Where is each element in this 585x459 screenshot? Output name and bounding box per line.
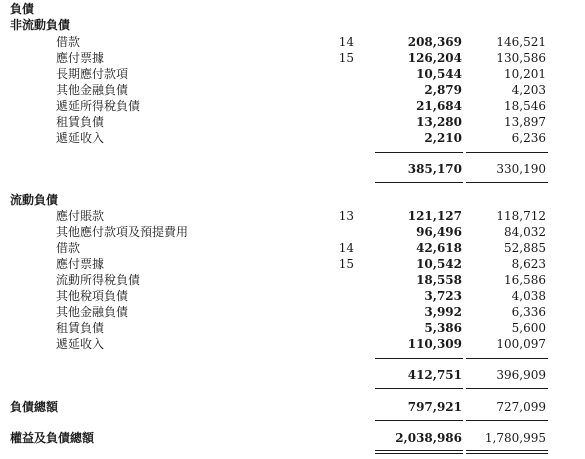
row-prior-value: 146,521 xyxy=(496,35,546,49)
row-prior-value: 16,586 xyxy=(504,273,546,287)
row-label: 遞延收入 xyxy=(56,131,105,145)
row-label: 其他金融負債 xyxy=(56,305,129,319)
row-label: 借款 xyxy=(56,35,81,49)
row-prior-value: 100,097 xyxy=(496,337,546,351)
row-label: 遞延收入 xyxy=(56,337,105,351)
subtotal-rule xyxy=(375,152,463,153)
row-label: 長期應付款項 xyxy=(56,67,129,81)
row-current-value: 126,204 xyxy=(407,51,462,65)
double-rule xyxy=(375,450,463,451)
row-label: 借款 xyxy=(56,241,81,255)
non-current-subtotal-prior: 330,190 xyxy=(496,162,546,176)
current-liabilities-heading: 流動負債 xyxy=(10,193,59,207)
row-prior-value: 4,203 xyxy=(511,83,546,97)
row-label: 租賃負債 xyxy=(56,321,105,335)
row-prior-value: 118,712 xyxy=(496,209,546,223)
row-prior-value: 6,336 xyxy=(511,305,546,319)
row-prior-value: 130,586 xyxy=(496,51,546,65)
row-prior-value: 8,623 xyxy=(511,257,546,271)
row-current-value: 3,992 xyxy=(424,305,462,319)
row-label: 應付票據 xyxy=(56,257,105,271)
row-current-value: 5,386 xyxy=(424,321,462,335)
row-current-value: 110,309 xyxy=(407,337,462,351)
total-equity-liabilities-current: 2,038,986 xyxy=(395,431,462,445)
row-note: 14 xyxy=(338,241,354,255)
total-liabilities-label: 負債總額 xyxy=(10,400,59,414)
row-prior-value: 13,897 xyxy=(504,115,546,129)
row-label: 其他金融負債 xyxy=(56,83,129,97)
row-current-value: 121,127 xyxy=(407,209,462,223)
row-current-value: 13,280 xyxy=(416,115,462,129)
row-label: 其他應付款項及預提費用 xyxy=(56,225,189,239)
row-current-value: 10,544 xyxy=(416,67,462,81)
current-subtotal-prior: 396,909 xyxy=(496,368,546,382)
row-note: 15 xyxy=(338,257,354,271)
row-current-value: 10,542 xyxy=(416,257,462,271)
row-label: 應付票據 xyxy=(56,51,105,65)
row-prior-value: 10,201 xyxy=(504,67,546,81)
total-equity-liabilities-prior: 1,780,995 xyxy=(484,431,546,445)
row-note: 13 xyxy=(338,209,354,223)
total-equity-liabilities-label: 權益及負債總額 xyxy=(10,431,95,445)
double-rule xyxy=(466,453,548,454)
row-prior-value: 18,546 xyxy=(504,99,546,113)
subtotal-rule xyxy=(466,182,548,183)
row-current-value: 3,723 xyxy=(424,289,462,303)
row-prior-value: 4,038 xyxy=(511,289,546,303)
subtotal-rule xyxy=(466,388,548,389)
subtotal-rule xyxy=(466,152,548,153)
double-rule xyxy=(375,453,463,454)
row-prior-value: 84,032 xyxy=(504,225,546,239)
non-current-liabilities-heading: 非流動負債 xyxy=(10,18,71,32)
non-current-subtotal-current: 385,170 xyxy=(407,162,462,176)
row-current-value: 2,210 xyxy=(424,131,462,145)
row-current-value: 42,618 xyxy=(416,241,462,255)
row-label: 租賃負債 xyxy=(56,115,105,129)
row-label: 遞延所得稅負債 xyxy=(56,99,141,113)
total-liabilities-current: 797,921 xyxy=(407,400,462,414)
row-label: 其他稅項負債 xyxy=(56,289,129,303)
subtotal-rule xyxy=(375,388,463,389)
total-rule xyxy=(375,420,463,421)
total-rule xyxy=(466,420,548,421)
row-prior-value: 5,600 xyxy=(511,321,546,335)
row-prior-value: 6,236 xyxy=(511,131,546,145)
row-note: 15 xyxy=(338,51,354,65)
total-liabilities-prior: 727,099 xyxy=(496,400,546,414)
row-note: 14 xyxy=(338,35,354,49)
subtotal-rule xyxy=(466,358,548,359)
double-rule xyxy=(466,450,548,451)
row-current-value: 18,558 xyxy=(416,273,462,287)
row-prior-value: 52,885 xyxy=(504,241,546,255)
subtotal-rule xyxy=(375,182,463,183)
row-label: 應付賬款 xyxy=(56,209,105,223)
subtotal-rule xyxy=(375,358,463,359)
liabilities-heading: 負債 xyxy=(10,2,35,16)
row-label: 流動所得稅負債 xyxy=(56,273,141,287)
row-current-value: 2,879 xyxy=(424,83,462,97)
row-current-value: 21,684 xyxy=(416,99,462,113)
current-subtotal-current: 412,751 xyxy=(407,368,462,382)
row-current-value: 208,369 xyxy=(407,35,462,49)
row-current-value: 96,496 xyxy=(416,225,462,239)
